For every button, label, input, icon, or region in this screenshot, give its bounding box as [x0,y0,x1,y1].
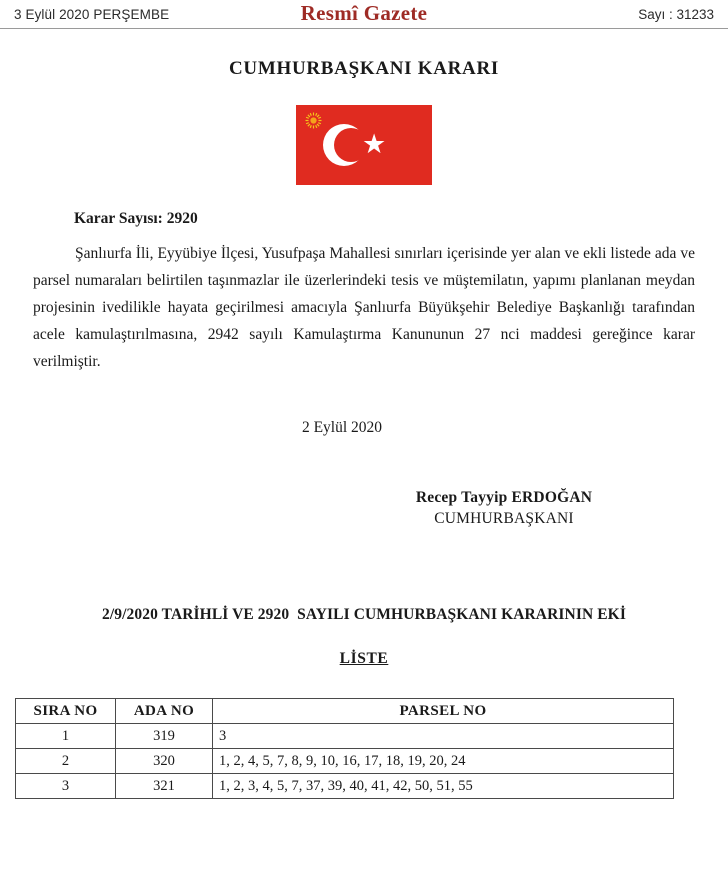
decree-heading: CUMHURBAŞKANI KARARI [229,58,499,79]
cell-parsel-no: 1, 2, 3, 4, 5, 7, 37, 39, 40, 41, 42, 50, 51, 55 [213,774,674,799]
table-row [16,774,674,799]
signature-block [20,489,708,528]
turkish-flag-icon [296,105,432,185]
decision-number: Karar Sayısı: 2920 [74,210,198,227]
cell-sira-no: 3 [16,774,116,799]
cell-parsel-no: 1, 2, 4, 5, 7, 8, 9, 10, 16, 17, 18, 19, 20, 24 [213,749,674,774]
column-header-sira-no: SIRA NO [16,699,116,724]
gazette-date: 3 Eylül 2020 PERŞEMBE [14,6,170,22]
table-row [16,749,674,774]
cell-ada-no: 319 [116,724,213,749]
cell-ada-no: 320 [116,749,213,774]
annex-heading: 2/9/2020 TARİHLİ VE 2920 SAYILI CUMHURBAŞKANI KARARININ EKİ [102,606,626,623]
column-header-parsel-no: PARSEL NO [213,699,674,724]
decree-paragraph: Şanlıurfa İli, Eyyübiye İlçesi, Yusufpaşa Mahallesi sınırları içerisinde yer alan ve ekli listede ada ve parsel numaraları belirtilen taşınmazlar ile üzerlerindeki tesis ve müştemilatın, yapımı planlanan meydan projesinin ivedilikle hayata geçirilmesi amacıyla Şanlıurfa Büyükşehir Belediye Başkanlığı tarafından acele kamulaştırılmasına, 2942 sayılı Kamulaştırma Kanununun 27 nci maddesi gereğince karar verilmiştir. [33,245,695,370]
masthead-divider [0,28,728,29]
cell-sira-no: 1 [16,724,116,749]
star-icon: ★ [362,129,387,159]
sun-emblem-icon [305,112,322,129]
cell-ada-no: 321 [116,774,213,799]
signatory-name: Recep Tayyip ERDOĞAN [415,489,593,506]
table-header-row [16,699,674,724]
decree-date: 2 Eylül 2020 [301,419,383,436]
signatory-title: CUMHURBAŞKANI [434,510,574,527]
table-row [16,724,674,749]
column-header-ada-no: ADA NO [116,699,213,724]
annex-list-label: LİSTE [339,650,389,667]
gazette-issue-number: Sayı : 31233 [638,6,714,22]
cell-sira-no: 2 [16,749,116,774]
gazette-title: Resmî Gazete [300,1,428,25]
document-body [0,58,728,668]
masthead [0,0,728,28]
cell-parsel-no: 3 [213,724,674,749]
annex-table-container [0,698,728,799]
flag-container [20,105,708,185]
parcel-list-table [15,698,674,799]
